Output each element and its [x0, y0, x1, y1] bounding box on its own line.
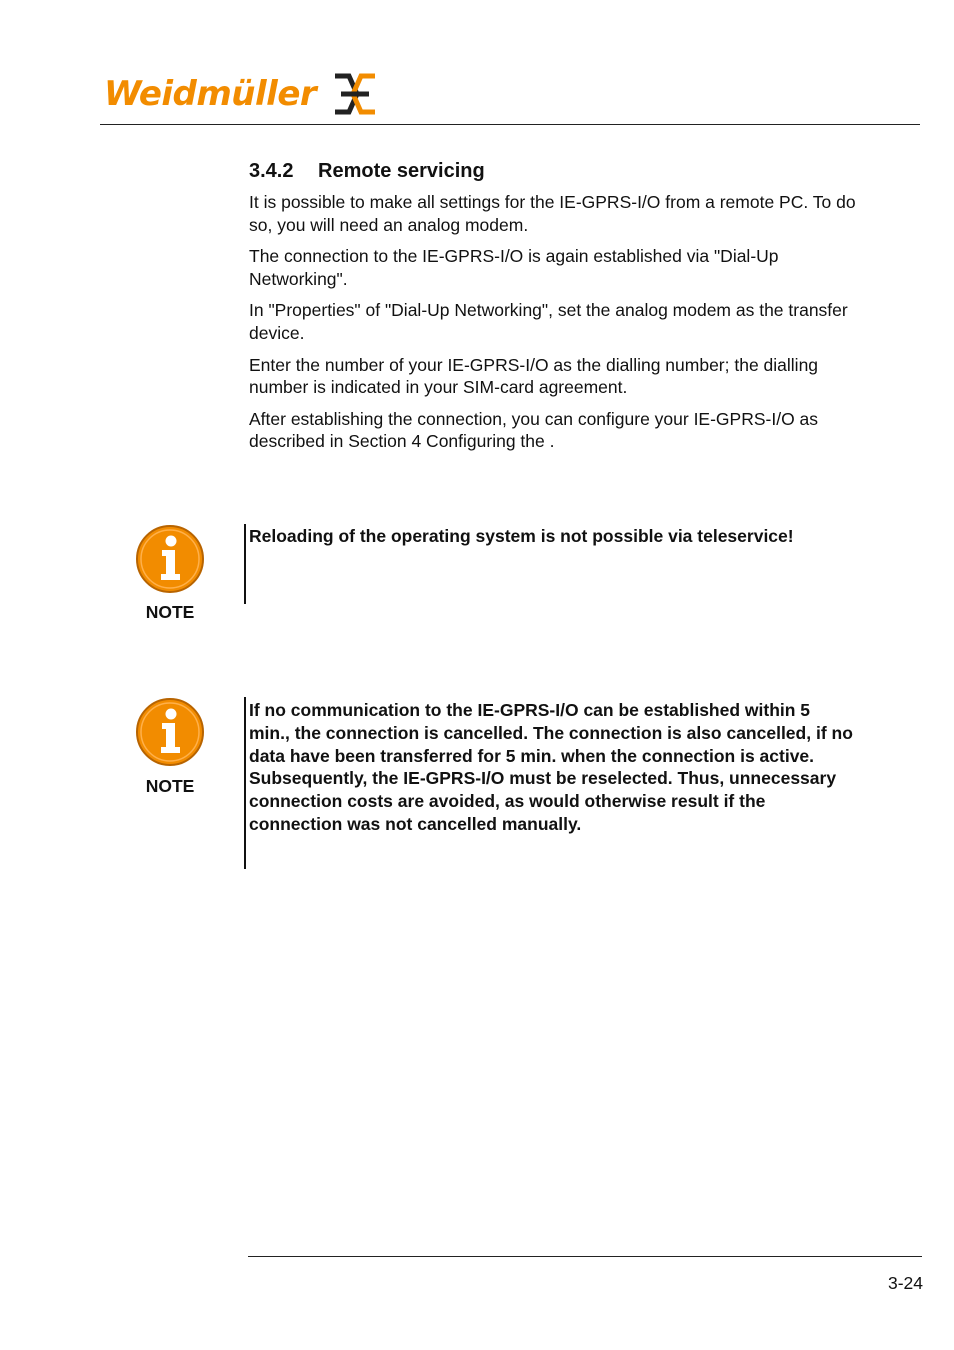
page-number: 3-24	[887, 1273, 923, 1293]
note-box	[130, 697, 860, 877]
weidmuller-cross-icon	[332, 72, 378, 116]
paragraph: In "Properties" of "Dial-Up Networking", set the analog modem as the transfer device.	[249, 300, 848, 343]
section-remote-servicing	[249, 157, 859, 462]
note-text: If no communication to the IE-GPRS-I/O can be established within 5 min., the connection is cancelled. The connection is also cancelled, if no data have been transferred for 5 min. when the connection is active. Subsequently, the IE-GPRS-I/O must be reselected. Thus, unnecessary connection costs are avoided, as would otherwise result if the connection was not cancelled manually.	[249, 700, 853, 834]
note-divider	[244, 524, 246, 604]
section-title: Remote servicing	[318, 160, 485, 182]
note-divider	[244, 697, 246, 869]
note-box	[130, 524, 860, 634]
paragraph: It is possible to make all settings for the IE-GPRS-I/O from a remote PC. To do so, you will need an analog modem.	[249, 192, 856, 235]
note-label: NOTE	[145, 776, 195, 796]
note-label: NOTE	[145, 602, 195, 622]
paragraph: Enter the number of your IE-GPRS-I/O as the dialling number; the dialling number is indicated in your SIM-card agreement.	[249, 354, 819, 398]
section-heading	[249, 157, 859, 185]
section-number: 3.4.2	[249, 160, 294, 182]
paragraph: The connection to the IE-GPRS-I/O is again established via "Dial-Up Networking".	[249, 246, 779, 289]
logo-wordmark: Weidmüller	[104, 74, 317, 114]
footer-divider	[248, 1256, 922, 1257]
info-icon	[135, 524, 205, 594]
header-divider	[100, 124, 920, 125]
info-icon	[135, 697, 205, 767]
paragraph: After establishing the connection, you can configure your IE-GPRS-I/O as described in Section 4 Configuring the .	[249, 408, 819, 452]
brand-logo	[104, 72, 378, 116]
note-text: Reloading of the operating system is not possible via teleservice!	[249, 526, 794, 546]
